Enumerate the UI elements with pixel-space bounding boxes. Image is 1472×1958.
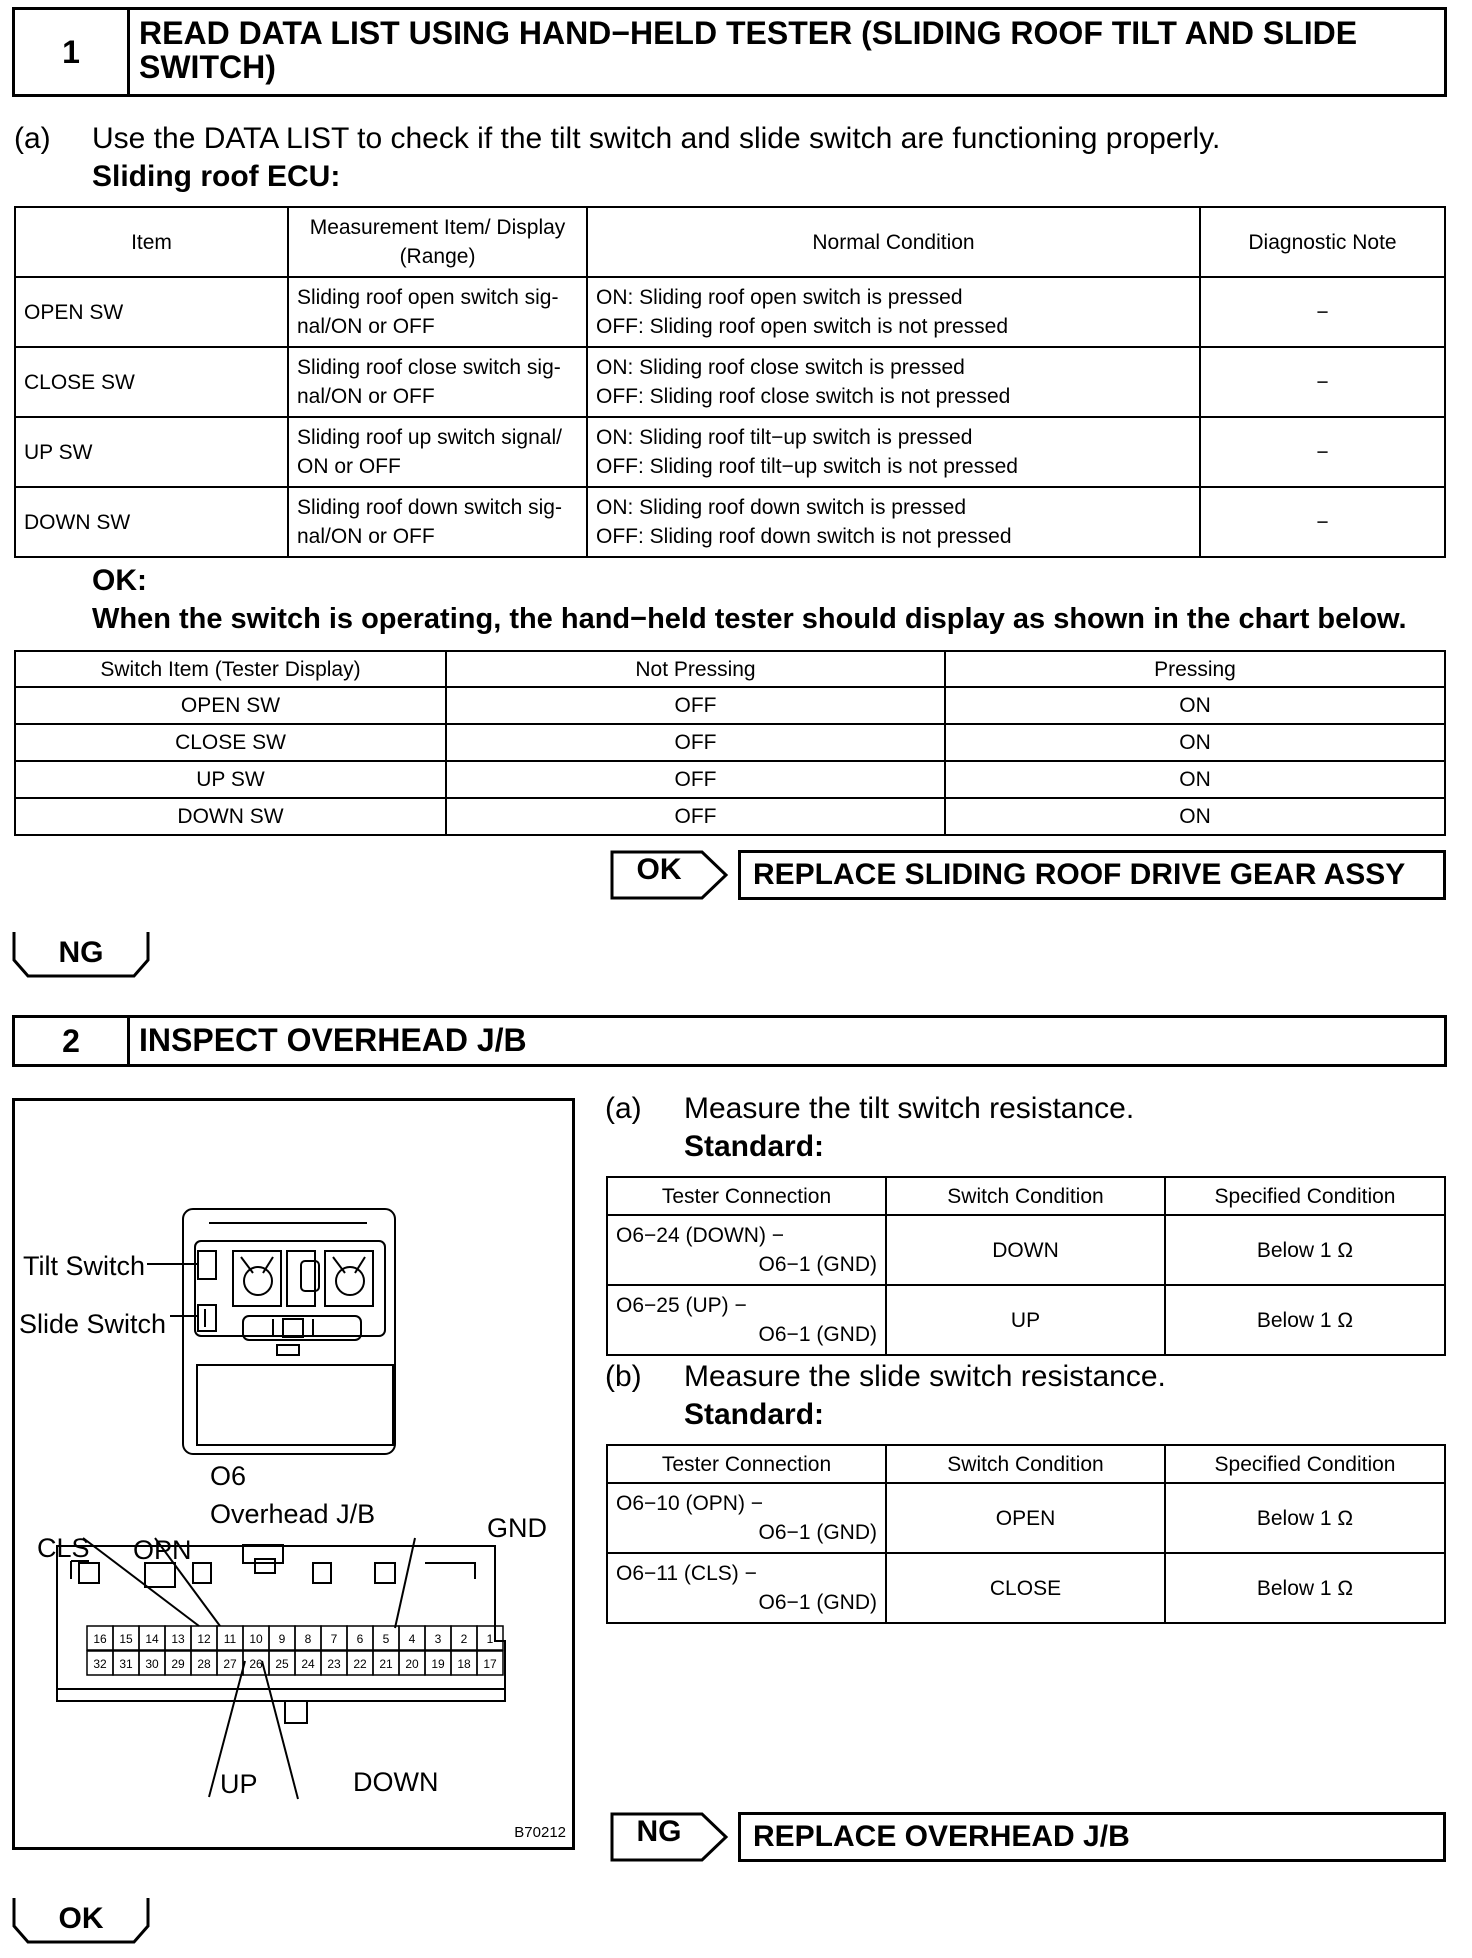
connection-line2: O6−1 (GND) — [758, 1521, 877, 1544]
pin-number: 2 — [460, 1632, 468, 1646]
switch-cell: OPEN SW — [15, 687, 446, 724]
not-pressing-cell: OFF — [446, 761, 945, 798]
connection-line1: O6−11 (CLS) − — [616, 1562, 757, 1585]
ng-arrow-label: NG — [636, 1815, 682, 1848]
condition-cell — [587, 487, 1200, 557]
pin-number: 16 — [93, 1632, 107, 1646]
tilt-switch-label: Tilt Switch — [23, 1251, 146, 1281]
header-specified-condition: Specified Condition — [1165, 1177, 1445, 1215]
pin-number: 11 — [223, 1632, 237, 1646]
opn-label: OPN — [133, 1535, 192, 1565]
off-text: OFF: Sliding roof tilt−up switch is not pressed — [596, 455, 1018, 478]
pin-number: 7 — [330, 1632, 338, 1646]
pressing-cell: ON — [945, 724, 1445, 761]
pin-number: 27 — [223, 1657, 237, 1671]
gnd-label: GND — [487, 1513, 547, 1543]
note-cell: − — [1200, 417, 1445, 487]
pin-number: 1 — [486, 1632, 494, 1646]
connection-cell — [607, 1483, 886, 1553]
step2-a-marker: (a) — [605, 1092, 642, 1125]
step2-number: 2 — [15, 1018, 130, 1064]
tilt-resistance-table — [606, 1176, 1446, 1356]
condition-cell: DOWN — [886, 1215, 1165, 1285]
table-row — [607, 1285, 1445, 1355]
pin-number: 13 — [171, 1632, 185, 1646]
pin-number: 28 — [197, 1657, 211, 1671]
spec-cell: Below 1 Ω — [1165, 1483, 1445, 1553]
note-cell: − — [1200, 347, 1445, 417]
measure-cell: Sliding roof close switch sig- nal/ON or OFF — [288, 347, 587, 417]
pin-number: 5 — [382, 1632, 390, 1646]
ng-tag — [12, 930, 152, 978]
pin-number: 23 — [327, 1657, 341, 1671]
spec-cell: Below 1 Ω — [1165, 1215, 1445, 1285]
switch-display-table — [14, 650, 1446, 836]
header-switch-condition: Switch Condition — [886, 1177, 1165, 1215]
pin-number: 4 — [408, 1632, 416, 1646]
connector-name-label: Overhead J/B — [210, 1499, 376, 1529]
pin-grid — [87, 1626, 503, 1675]
on-text: ON: Sliding roof down switch is pressed — [596, 496, 966, 519]
connector-diagram — [12, 1098, 575, 1850]
header-tester-connection: Tester Connection — [607, 1445, 886, 1483]
header-switch-condition: Switch Condition — [886, 1445, 1165, 1483]
step1-a-text: Use the DATA LIST to check if the tilt switch and slide switch are functioning properly. — [92, 122, 1221, 155]
cls-label: CLS — [37, 1533, 90, 1563]
not-pressing-cell: OFF — [446, 687, 945, 724]
condition-cell — [587, 277, 1200, 347]
switch-cell: UP SW — [15, 761, 446, 798]
header-item: Item — [15, 207, 288, 277]
slide-resistance-table — [606, 1444, 1446, 1624]
slide-switch-label: Slide Switch — [19, 1309, 167, 1339]
standard-a-label: Standard: — [684, 1130, 825, 1163]
on-text: ON: Sliding roof open switch is pressed — [596, 286, 963, 309]
condition-cell: CLOSE — [886, 1553, 1165, 1623]
off-text: OFF: Sliding roof open switch is not pressed — [596, 315, 1009, 338]
pin-number: 9 — [278, 1632, 286, 1646]
header-pressing: Pressing — [945, 651, 1445, 687]
ok-result-box: REPLACE SLIDING ROOF DRIVE GEAR ASSY — [738, 850, 1446, 900]
pin-number: 3 — [434, 1632, 442, 1646]
pressing-cell: ON — [945, 761, 1445, 798]
table-row — [15, 724, 1445, 761]
pin-number: 24 — [301, 1657, 315, 1671]
connection-line1: O6−10 (OPN) − — [616, 1492, 764, 1515]
pin-number: 10 — [249, 1632, 263, 1646]
step1-title: READ DATA LIST USING HAND−HELD TESTER (SLIDING ROOF TILT AND SLIDE SWITCH) — [139, 15, 1358, 85]
pin-number: 19 — [431, 1657, 445, 1671]
pin-number: 15 — [119, 1632, 133, 1646]
spec-cell: Below 1 Ω — [1165, 1285, 1445, 1355]
pin-number: 26 — [249, 1657, 263, 1671]
ok-arrow — [610, 850, 730, 900]
pin-number: 30 — [145, 1657, 159, 1671]
pressing-cell: ON — [945, 687, 1445, 724]
condition-cell — [587, 417, 1200, 487]
note-cell: − — [1200, 277, 1445, 347]
connection-cell — [607, 1215, 886, 1285]
standard-b-label: Standard: — [684, 1398, 825, 1431]
ng-tag-label: NG — [58, 936, 104, 969]
table-row — [607, 1483, 1445, 1553]
step2-b-marker: (b) — [605, 1360, 642, 1393]
step2-title: INSPECT OVERHEAD J/B — [139, 1022, 527, 1058]
step2-b-text: Measure the slide switch resistance. — [684, 1360, 1166, 1393]
pin-number: 14 — [145, 1632, 159, 1646]
step1-header — [12, 7, 1447, 97]
on-text: ON: Sliding roof close switch is pressed — [596, 356, 965, 379]
ok-arrow-label: OK — [636, 853, 682, 886]
connection-cell — [607, 1285, 886, 1355]
on-text: ON: Sliding roof tilt−up switch is pressed — [596, 426, 973, 449]
header-specified-condition: Specified Condition — [1165, 1445, 1445, 1483]
condition-cell: UP — [886, 1285, 1165, 1355]
data-list-table — [14, 206, 1446, 558]
up-label: UP — [220, 1769, 258, 1799]
pin-number: 31 — [119, 1657, 133, 1671]
table-row — [15, 347, 1445, 417]
figure-code: B70212 — [514, 1824, 566, 1841]
not-pressing-cell: OFF — [446, 798, 945, 835]
item-cell: OPEN SW — [15, 277, 288, 347]
ok-label: OK: — [92, 564, 147, 597]
item-cell: CLOSE SW — [15, 347, 288, 417]
switch-cell: CLOSE SW — [15, 724, 446, 761]
pin-number: 25 — [275, 1657, 289, 1671]
header-diagnostic-note: Diagnostic Note — [1200, 207, 1445, 277]
ok-tag-label: OK — [58, 1902, 104, 1935]
connection-line2: O6−1 (GND) — [758, 1591, 877, 1614]
connection-line1: O6−25 (UP) − — [616, 1294, 747, 1317]
down-label: DOWN — [353, 1767, 439, 1797]
item-cell: DOWN SW — [15, 487, 288, 557]
condition-cell — [587, 347, 1200, 417]
off-text: OFF: Sliding roof close switch is not pressed — [596, 385, 1011, 408]
pin-number: 8 — [304, 1632, 312, 1646]
ng-arrow — [610, 1812, 730, 1862]
pin-number: 20 — [405, 1657, 419, 1671]
connection-line2: O6−1 (GND) — [758, 1323, 877, 1346]
table-row — [15, 277, 1445, 347]
connector-id-label: O6 — [210, 1461, 247, 1491]
ok-tag — [12, 1896, 152, 1944]
connection-cell — [607, 1553, 886, 1623]
pin-number: 21 — [379, 1657, 393, 1671]
table-row — [15, 417, 1445, 487]
item-cell: UP SW — [15, 417, 288, 487]
header-tester-connection: Tester Connection — [607, 1177, 886, 1215]
ecu-label: Sliding roof ECU: — [92, 160, 341, 193]
measure-cell: Sliding roof down switch sig- nal/ON or OFF — [288, 487, 587, 557]
header-not-pressing: Not Pressing — [446, 651, 945, 687]
measure-cell: Sliding roof up switch signal/ ON or OFF — [288, 417, 587, 487]
overhead-jb-drawing — [15, 1101, 572, 1847]
header-normal-condition: Normal Condition — [587, 207, 1200, 277]
table-row — [15, 761, 1445, 798]
off-text: OFF: Sliding roof down switch is not pressed — [596, 525, 1012, 548]
pressing-cell: ON — [945, 798, 1445, 835]
connection-line2: O6−1 (GND) — [758, 1253, 877, 1276]
pin-number: 22 — [353, 1657, 367, 1671]
not-pressing-cell: OFF — [446, 724, 945, 761]
step1-number: 1 — [15, 10, 130, 94]
table-row — [15, 487, 1445, 557]
table-row — [15, 798, 1445, 835]
note-cell: − — [1200, 487, 1445, 557]
connection-line1: O6−24 (DOWN) − — [616, 1224, 785, 1247]
header-switch-item: Switch Item (Tester Display) — [15, 651, 446, 687]
table-row — [607, 1553, 1445, 1623]
pin-number: 32 — [93, 1657, 107, 1671]
switch-cell: DOWN SW — [15, 798, 446, 835]
measure-cell: Sliding roof open switch sig- nal/ON or OFF — [288, 277, 587, 347]
pin-number: 18 — [457, 1657, 471, 1671]
ng-result-box: REPLACE OVERHEAD J/B — [738, 1812, 1446, 1862]
step2-a-text: Measure the tilt switch resistance. — [684, 1092, 1135, 1125]
spec-cell: Below 1 Ω — [1165, 1553, 1445, 1623]
pin-number: 6 — [356, 1632, 364, 1646]
pin-number: 12 — [197, 1632, 211, 1646]
ok-text: When the switch is operating, the hand−held tester should display as shown in the chart below. — [92, 603, 1407, 635]
pin-number: 17 — [483, 1657, 497, 1671]
header-measurement: Measurement Item/ Display (Range) — [288, 207, 587, 277]
pin-number: 29 — [171, 1657, 185, 1671]
table-row — [15, 687, 1445, 724]
condition-cell: OPEN — [886, 1483, 1165, 1553]
step2-header — [12, 1015, 1447, 1067]
step1-a-marker: (a) — [14, 122, 51, 155]
table-row — [607, 1215, 1445, 1285]
